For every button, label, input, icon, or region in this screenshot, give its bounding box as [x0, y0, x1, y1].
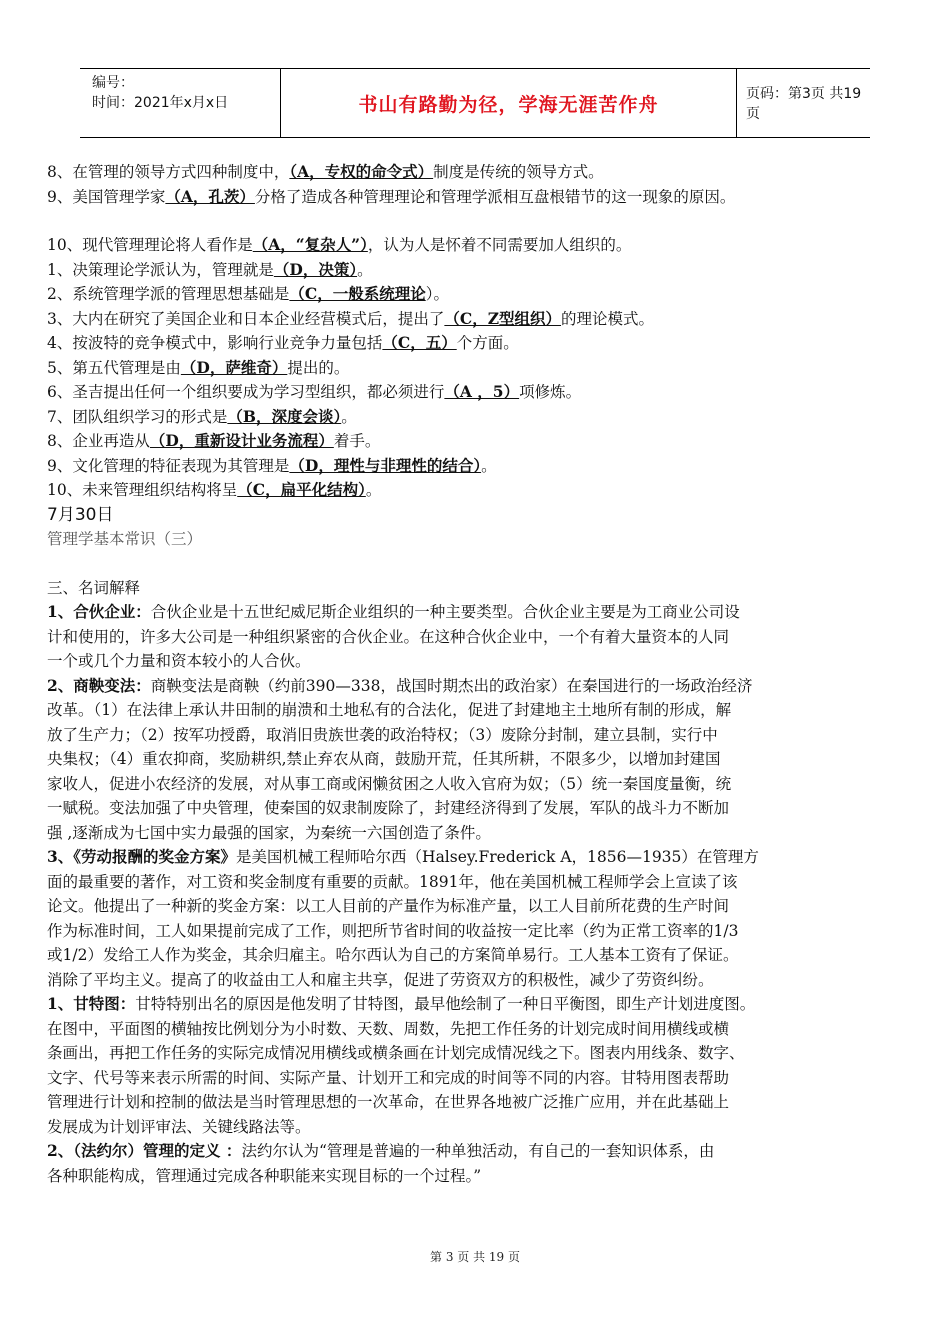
question-text: 8、在管理的领导方式四种制度中，: [47, 163, 290, 181]
definition-line: [47, 796, 915, 821]
definition-text: 各种职能构成，管理通过完成各种职能来实现目标的一个过程。”: [47, 1166, 482, 1185]
definition-text: 面的最重要的著作，对工资和奖金制度有重要的贡献。1891年，他在美国机械工程师学会上宣读了该: [47, 872, 738, 891]
definition-line: [47, 625, 915, 650]
question-item: [47, 405, 915, 430]
definition-line: [47, 1090, 915, 1115]
definition-text: 管理进行计划和控制的做法是当时管理思想的一次革命，在世界各地被广泛推广应用，并在此基础上: [47, 1093, 730, 1111]
answer-text: （D，萨维奇）: [180, 357, 288, 377]
question-item: [47, 380, 915, 405]
answer-text: （C，扁平化结构）: [237, 480, 366, 499]
definition-line: [47, 1115, 915, 1140]
definition-line: [47, 698, 915, 723]
answer-text: （B，深度会谈）: [227, 406, 342, 426]
question-text: 的理论模式。: [561, 309, 655, 328]
definition-line: [47, 772, 915, 797]
definition-text: 放了生产力；（2）按军功授爵，取消旧贵族世袭的政治特权；（3）废除分封制，建立县制，实行中: [47, 725, 718, 744]
header-page-label: 页码：第3页 共19页: [746, 86, 862, 122]
answer-text: （D，重新设计业务流程）: [149, 431, 334, 450]
definition-text: 计和使用的，许多大公司是一种组织紧密的合伙企业。在这种合伙企业中，一个有着大量资本的人同: [47, 627, 730, 646]
definition-item: [47, 674, 915, 846]
question-text: 6、圣吉提出任何一个组织要成为学习型组织，都必须进行: [47, 383, 445, 401]
definition-text: 法约尔认为“管理是普遍的一种单独活动，有自己的一套知识体系，由: [241, 1142, 715, 1160]
definition-text: 一赋税。变法加强了中央管理，使秦国的奴隶制废除了，封建经济得到了发展，军队的战斗力不断加: [47, 799, 730, 817]
definition-line: [47, 894, 915, 919]
question-text: 分格了造成各种管理理论和管理学派相互盘根错节的这一现象的原因。: [254, 187, 736, 206]
question-item: [47, 331, 915, 356]
definition-line: [47, 649, 915, 674]
definition-line: [47, 821, 915, 846]
page-footer: 第 3 页 共 19 页: [430, 1250, 520, 1264]
definition-item: [47, 845, 915, 992]
definition-line: [47, 1066, 915, 1091]
question-text: 个方面。: [456, 334, 519, 352]
question-item: [47, 478, 915, 503]
question-text: 4、按波特的竞争模式中，影响行业竞争力量包括: [47, 334, 383, 352]
question-text: 9、美国管理学家: [47, 187, 166, 206]
question-text: 。: [481, 456, 497, 475]
definition-line: [47, 992, 915, 1017]
question-text: 2、系统管理学派的管理思想基础是: [47, 285, 290, 303]
question-item: [47, 356, 915, 381]
question-item: [47, 454, 915, 479]
question-text: 。: [357, 260, 373, 279]
answer-text: （A ，5）: [444, 382, 520, 401]
answer-text: （A，“复杂人”）: [252, 235, 368, 254]
question-text: 提出的。: [287, 358, 350, 377]
definition-line: [47, 674, 915, 699]
definition-text: 论文。他提出了一种新的奖金方案：以工人目前的产量作为标准产量，以工人目前所花费的生产时间: [47, 897, 730, 915]
definition-term: 2、（法约尔）管理的定义 ：: [47, 1141, 242, 1160]
definition-line: [47, 1041, 915, 1066]
definition-text: 商鞅变法是商鞅（约前390—338，战国时期杰出的政治家）在秦国进行的一场政治经济: [150, 676, 753, 695]
definition-text: 条画出，再把工作任务的实际完成情况用横线或横条画在计划完成情况线之下。图表内用线条、数字、: [47, 1044, 745, 1062]
question-text: ，认为人是怀着不同需要加人组织的。: [367, 236, 632, 254]
question-item: [47, 258, 915, 283]
definition-text: 是美国机械工程师哈尔西（Halsey.Frederick A，1856—1935）在管理方: [236, 848, 759, 866]
answer-text: （A，孔茨）: [165, 186, 255, 206]
definition-text: 家收人，促进小农经济的发展，对从事工商或闲懒贫困之人收入官府为奴；（5）统一秦国度量衡，统: [47, 774, 732, 793]
question-text: 9、文化管理的特征表现为其管理是: [47, 456, 290, 475]
answer-text: （C，五）: [382, 333, 457, 352]
question-text: 5、第五代管理是由: [47, 358, 181, 377]
question-item: [47, 185, 915, 210]
question-item: [47, 282, 915, 307]
definition-list: [47, 600, 915, 1188]
header-motto: 书山有路勤为径，学海无涯苦作舟: [280, 69, 737, 137]
question-item: [47, 233, 915, 258]
question-text: 8、企业再造从: [47, 432, 150, 450]
question-text: 7、团队组织学习的形式是: [47, 407, 228, 426]
definition-line: [47, 1164, 915, 1189]
definition-line: [47, 870, 915, 895]
definition-line: [47, 1139, 915, 1164]
section-title: 管理学基本常识（三）: [47, 530, 203, 548]
section-heading: 三、名词解释: [47, 578, 141, 597]
definition-line: [47, 943, 915, 968]
answer-text: （D，决策）: [273, 259, 358, 279]
question-text: 制度是传统的领导方式。: [433, 163, 604, 181]
definition-text: 作为标准时间，工人如果提前完成了工作，则把所节省时间的收益按一定比率（约为正常工资率的1/3: [47, 921, 739, 940]
definition-text: 合伙企业是十五世纪威尼斯企业组织的一种主要类型。合伙企业主要是为工商业公司设: [150, 603, 740, 621]
definition-text: 强 ,逐渐成为七国中实力最强的国家，为秦统一六国创造了条件。: [47, 823, 491, 842]
question-text: 着手。: [333, 432, 381, 450]
header-meta: [92, 73, 228, 113]
definition-text: 在图中，平面图的横轴按比例划分为小时数、天数、周数，先把工作任务的计划完成时间用横线或横: [47, 1019, 730, 1038]
answer-text: （D，理性与非理性的结合）: [289, 455, 482, 475]
question-text: 。: [341, 407, 357, 426]
question-text: ）。: [425, 285, 449, 303]
spacer: [47, 209, 915, 233]
definition-term: 3、《劳动报酬的奖金方案》: [47, 847, 237, 866]
definition-item: [47, 1139, 915, 1188]
spacer: [47, 552, 915, 576]
definition-text: 甘特特别出名的原因是他发明了甘特图，最早他绘制了一种日平衡图，即生产计划进度图。: [135, 995, 756, 1013]
definition-term: 1、甘特图：: [47, 994, 136, 1013]
definition-line: [47, 968, 915, 993]
definition-line: [47, 600, 915, 625]
answer-text: （C，Z型组织）: [444, 308, 562, 328]
definition-term: 2、商鞅变法：: [47, 675, 151, 695]
page-header: [80, 68, 870, 138]
question-text: 3、大内在研究了美国企业和日本企业经营模式后，提出了: [47, 309, 445, 328]
question-text: 1、决策理论学派认为，管理就是: [47, 260, 274, 279]
doc-time-label: 时间：2021年x月x日: [92, 95, 229, 111]
definition-line: [47, 747, 915, 772]
definition-text: 文字、代号等来表示所需的时间、实际产量、计划开工和完成的时间等不同的内容。甘特用图表帮助: [47, 1068, 730, 1087]
question-text: 10、未来管理组织结构将呈: [47, 481, 238, 499]
question-text: 10、现代管理理论将人看作是: [47, 236, 253, 254]
answer-text: （C，一般系统理论: [289, 284, 426, 303]
question-item: [47, 160, 915, 185]
definition-text: 一个或几个力量和资本较小的人合伙。: [47, 652, 311, 670]
definition-text: 或1/2）发给工人作为奖金，其余归雇主。哈尔西认为自己的方案简单易行。工人基本工资有了保证。: [47, 946, 739, 964]
definition-text: 改革。（1）在法律上承认井田制的崩溃和土地私有的合法化，促进了封建地主土地所有制的形成，解: [47, 701, 732, 719]
definition-item: [47, 992, 915, 1139]
definition-text: 央集权；（4）重农抑商，奖励耕织,禁止弃农从商，鼓励开荒，任其所耕，不限多少，以增加封建国: [47, 750, 721, 768]
question-text: 项修炼。: [519, 383, 582, 401]
definition-item: [47, 600, 915, 674]
definition-term: 1、合伙企业：: [47, 602, 151, 621]
definition-line: [47, 845, 915, 870]
question-item: [47, 429, 915, 454]
definition-text: 发展成为计划评审法、关键线路法等。: [47, 1117, 311, 1136]
definition-line: [47, 1017, 915, 1042]
question-list: [47, 160, 915, 503]
definition-line: [47, 919, 915, 944]
question-item: [47, 307, 915, 332]
document-body: [47, 160, 915, 1188]
definition-line: [47, 723, 915, 748]
answer-text: （A，专权的命令式）: [289, 162, 434, 181]
doc-code-label: 编号：: [92, 75, 134, 91]
definition-text: 消除了平均主义。提高了的收益由工人和雇主共享，促进了劳资双方的积极性，减少了劳资纠纷。: [47, 970, 714, 989]
date-heading: 7月30日: [47, 504, 114, 525]
question-text: 。: [365, 481, 382, 499]
